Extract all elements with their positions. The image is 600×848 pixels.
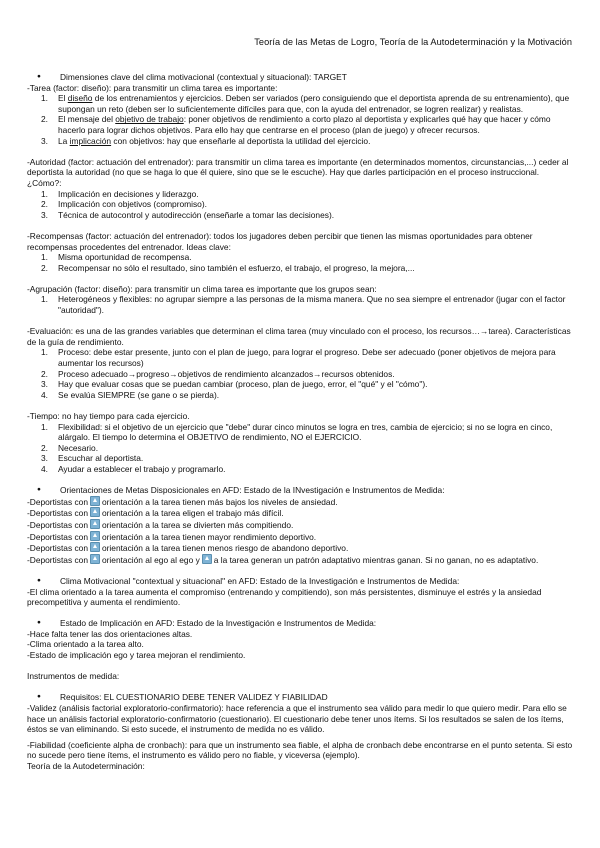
list-item: 2. Necesario. bbox=[41, 442, 99, 453]
list-item: 2. Recompensar no sólo el resultado, sino también el esfuerzo, el trabajo, el progreso, la mejora,... bbox=[41, 262, 415, 273]
section-bullet-implicacion: ● Estado de Implicación en AFD: Estado de la Investigación e Instrumentos de Medida: bbox=[27, 618, 575, 629]
document-body bbox=[27, 72, 575, 772]
orientacion-line: -Deportistas con orientación al ego al ego y a la tarea generan un patrón adaptativo mientras ganan. Si no ganan, no es adaptativo. bbox=[27, 554, 539, 565]
page-header: Teoría de las Metas de Logro, Teoría de la Autodeterminación y la Motivación bbox=[254, 37, 572, 47]
agrupacion-intro: -Agrupación (factor: diseño): para transmitir un clima tarea es importante que los grupos sean: bbox=[27, 283, 377, 294]
evaluacion-intro: -Evaluación: es una de las grandes variables que determinan el clima tarea (muy vinculado con el proceso, los recursos…→tarea). Características de la guía de rendimiento. bbox=[27, 326, 571, 347]
orientacion-line: -Deportistas con orientación a la tarea se divierten más compitiendo. bbox=[27, 519, 294, 530]
list-item: 2. Implicación con objetivos (compromiso). bbox=[41, 199, 207, 210]
implicacion-line: -Hace falta tener las dos orientaciones altas. bbox=[27, 628, 193, 639]
orientacion-line: -Deportistas con orientación a la tarea eligen el trabajo más difícil. bbox=[27, 508, 284, 519]
orientacion-line: -Deportistas con orientación a la tarea tienen más bajos los niveles de ansiedad. bbox=[27, 496, 338, 507]
list-item: 2. Proceso adecuado→progreso→objetivos de rendimiento alcanzados→recursos obtenidos. bbox=[41, 368, 395, 379]
list-item: 1. El diseño de los entrenamientos y ejercicios. Deben ser variados (pero consiguiendo que el deportista aprenda de su entrenamiento), que supongan un reto (deben ser lo suficientemente difíciles para que, con la ayuda del entrenador, se logren realizar) y realistas. bbox=[41, 93, 570, 114]
list-item: 3. La implicación con objetivos: hay que enseñarle al deportista la utilidad del ejercicio. bbox=[41, 135, 371, 146]
up-arrow-icon bbox=[90, 542, 100, 552]
instrumentos-title: Instrumentos de medida: bbox=[27, 671, 120, 682]
list-item: 1. Implicación en decisiones y liderazgo. bbox=[41, 188, 199, 199]
list-item: 1. Flexibilidad: si el objetivo de un ejercicio que "debe" durar cinco minutos se logra en tres, cambia de ejercicio; si no se logra en cinco, alárgalo. El tiempo lo determina el OBJETIVO de rendimiento, NO el EJERCICIO. bbox=[41, 421, 553, 443]
list-item: 1. Heterogéneos y flexibles: no agrupar siempre a las personas de la misma manera. Que no sea siempre el entrenador (jugar con el factor "autoridad"). bbox=[41, 294, 566, 316]
up-arrow-icon bbox=[90, 519, 100, 529]
section-bullet-requisitos: ● Requisitos: EL CUESTIONARIO DEBE TENER VALIDEZ Y FIABILIDAD bbox=[27, 692, 575, 703]
up-arrow-icon bbox=[90, 496, 100, 506]
section-bullet-orientaciones: ● Orientaciones de Metas Disposicionales en AFD: Estado de la INvestigación e Instrumentos de Medida: bbox=[27, 485, 575, 496]
section-bullet-target: ● Dimensiones clave del clima motivacional (contextual y situacional): TARGET bbox=[27, 72, 575, 83]
list-item: 1. Proceso: debe estar presente, junto con el plan de juego, para lograr el progreso. Debe ser adecuado (poner objetivos de mejora para aumentar los recursos) bbox=[41, 347, 556, 369]
list-item: 2. El mensaje del objetivo de trabajo: poner objetivos de rendimiento a corto plazo al deportista y explicarles qué hay que hacer y cómo hacerlo para lograr dichos objetivos. Para ello hay que centrarse en el proceso (plan de juego) y ofrecer recursos. bbox=[41, 114, 551, 135]
implicacion-line: -Estado de implicación ego y tarea mejoran el rendimiento. bbox=[27, 650, 246, 661]
up-arrow-icon bbox=[202, 554, 212, 564]
recompensas-intro: -Recompensas (factor: actuación del entrenador): todos los jugadores deben percibir que tienen las mismas oportunidades para obtener recompensas procedentes del entrenador. Ideas clave: bbox=[27, 230, 533, 252]
section-bullet-clima: ● Clima Motivacional "contextual y situacional" en AFD: Estado de la Investigación e Instrumentos de Medida: bbox=[27, 576, 575, 587]
up-arrow-icon bbox=[90, 554, 100, 564]
list-item: 3. Escuchar al deportista. bbox=[41, 453, 144, 464]
tarea-intro: -Tarea (factor: diseño): para transmitir un clima tarea es importante: bbox=[27, 82, 278, 93]
up-arrow-icon bbox=[90, 531, 100, 541]
autoridad-intro: -Autoridad (factor: actuación del entrenador): para transmitir un clima tarea es importante (en determinados momentos, circunstancias,...) ceder al deportista la autoridad (no que se haga lo que él quiere, sino que se le escuche). Hay que darles participación en el proceso instruccional. ¿Cómo?: bbox=[27, 156, 569, 188]
teoria-heading: Teoría de la Autodeterminación: bbox=[27, 761, 145, 771]
list-item: 4. Ayudar a establecer el trabajo y programarlo. bbox=[41, 463, 226, 474]
up-arrow-icon bbox=[90, 507, 100, 517]
list-item: 3. Técnica de autocontrol y autodirección (enseñarle a tomar las decisiones). bbox=[41, 209, 335, 220]
validez-text: -Validez (análisis factorial exploratorio-confirmatorio): hace referencia a que el instrumento sea válido para medir lo que quiero medir. Para ello se hace un análisis factorial exploratorio-confirmatorio (cuestionario). El cuestionario debe tener unos ítems. Si los resultados se salen de los ítems, éstos se van eliminando. Si esto sucede, el instrumento de medida no es válido. bbox=[27, 703, 567, 735]
list-item: 3. Hay que evaluar cosas que se puedan cambiar (proceso, plan de juego, error, el "qué" y el "cómo"). bbox=[41, 379, 428, 390]
list-item: 4. Se evalúa SIEMPRE (se gane o se pierda). bbox=[41, 389, 220, 400]
orientacion-line: -Deportistas con orientación a la tarea tienen mayor rendimiento deportivo. bbox=[27, 531, 317, 542]
fiabilidad-text: -Fiabilidad (coeficiente alpha de cronbach): para que un instrumento sea fiable, el alpha de cronbach debe encontrarse en el punto setenta. Si esto no sucede pero tiene ítems, el instrumento es válido pero no fiable, y viceversa (ejemplo). bbox=[27, 739, 573, 761]
tiempo-intro: -Tiempo: no hay tiempo para cada ejercicio. bbox=[27, 411, 190, 421]
list-item: 1. Misma oportunidad de recompensa. bbox=[41, 252, 192, 263]
clima-text: -El clima orientado a la tarea aumenta el compromiso (entrenando y compitiendo), son más persistentes, disminuye el estrés y la ansiedad precompetitiva y aumenta el rendimiento. bbox=[27, 586, 542, 608]
orientacion-line: -Deportistas con orientación a la tarea tienen menos riesgo de abandono deportivo. bbox=[27, 543, 349, 554]
implicacion-line: -Clima orientado a la tarea alto. bbox=[27, 639, 144, 650]
